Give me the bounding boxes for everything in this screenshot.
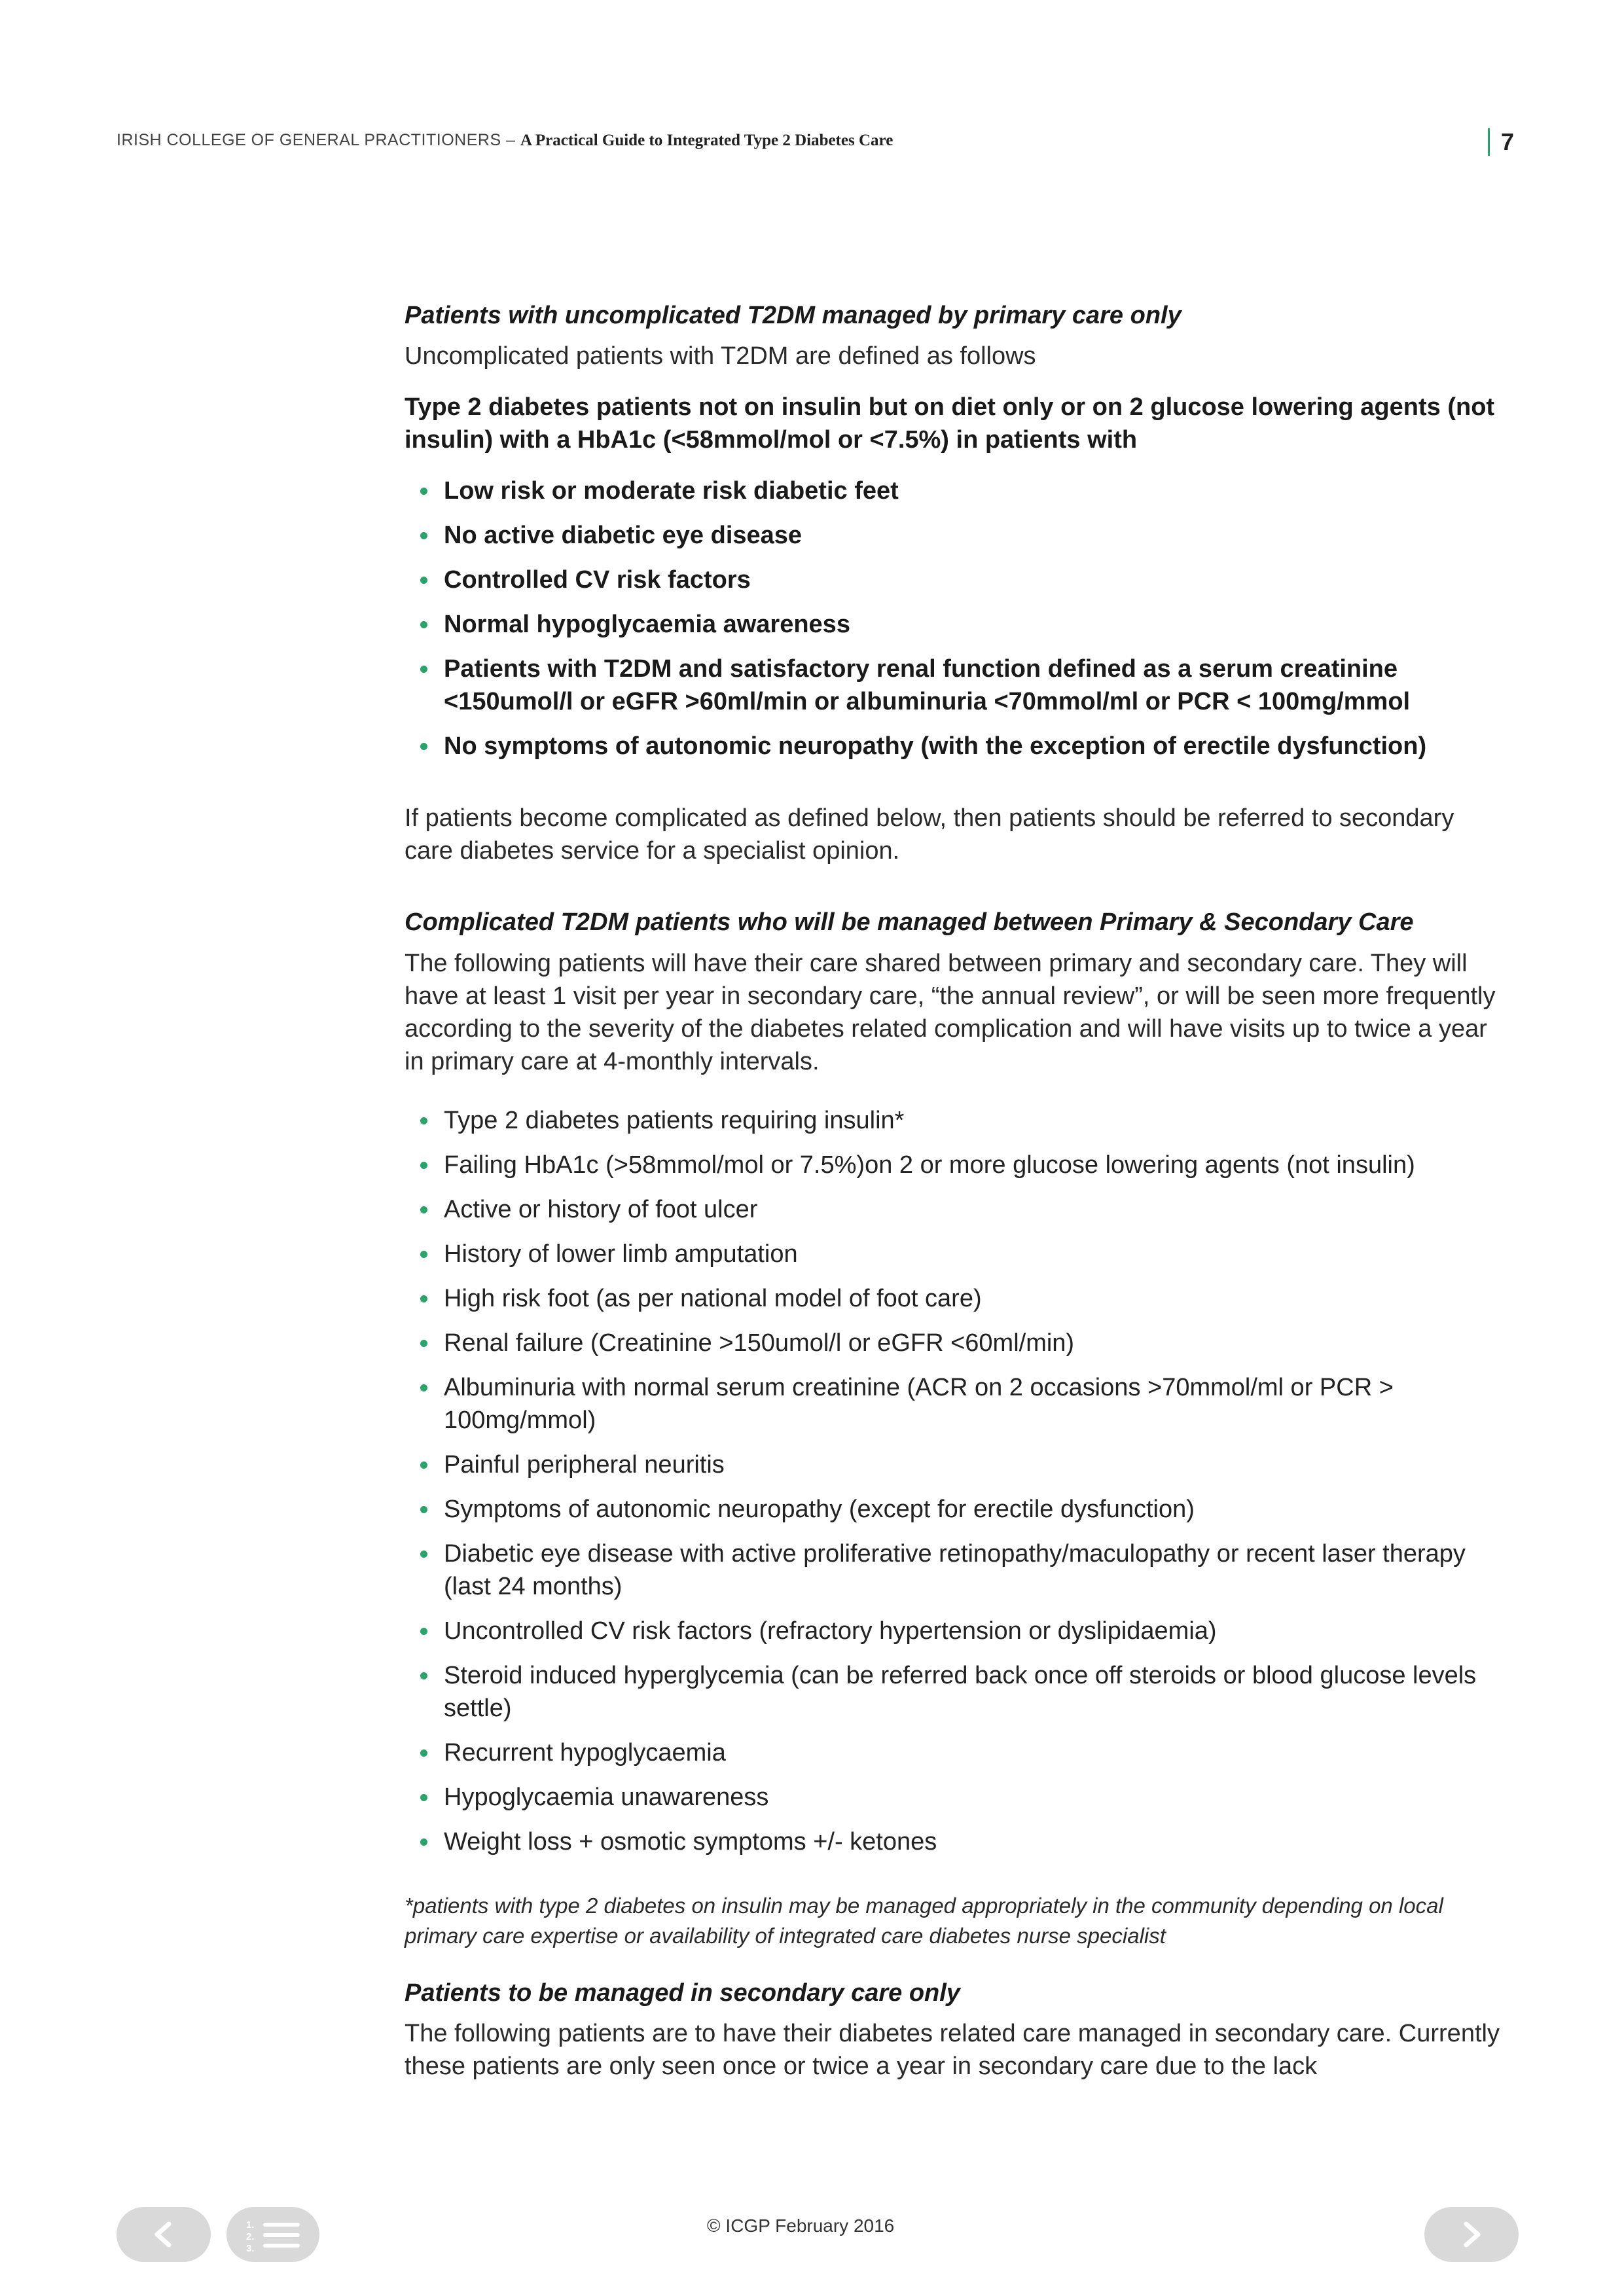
bullet-icon	[420, 1117, 427, 1124]
list-item-text: Weight loss + osmotic symptoms +/- ketones	[444, 1827, 937, 1856]
list-item-text: Painful peripheral neuritis	[444, 1450, 725, 1479]
bullet-icon	[420, 1628, 427, 1635]
list-item-text: Renal failure (Creatinine >150umol/l or eGFR <60ml/min)	[444, 1329, 1075, 1357]
section-intro: The following patients will have their care shared between primary and secondary care. They will have at least 1 visit per year in secondary care, “the annual review”, or will be seen more frequently according to the severity of the diabetes related complication and will have visits up to twice a year in primary care at 4-monthly intervals.	[405, 949, 1496, 1075]
section-intro: The following patients are to have their diabetes related care managed in secondary care. Currently these patients are only seen once or twice a year in secondary care due to the lack	[405, 2020, 1500, 2081]
next-page-button[interactable]	[1424, 2207, 1519, 2262]
list-item-text: Recurrent hypoglycaemia	[444, 1738, 726, 1767]
list-item	[405, 608, 1504, 641]
list-item-text: Active or history of foot ulcer	[444, 1195, 758, 1223]
list-item	[405, 1825, 1504, 1858]
bullet-icon	[420, 1251, 427, 1258]
list-item-text: Patients with T2DM and satisfactory renal function defined as a serum creatinine <150umol/l or eGFR >60ml/min or albuminuria <70mmol/ml or PCR < 100mg/mmol	[444, 655, 1411, 716]
bullet-icon	[420, 1839, 427, 1846]
chevron-left-icon	[117, 2207, 211, 2262]
list-item-text: Low risk or moderate risk diabetic feet	[444, 477, 899, 505]
list-item	[405, 1149, 1504, 1181]
bullet-icon	[420, 1206, 427, 1213]
list-item	[405, 1327, 1504, 1359]
list-item	[405, 1193, 1504, 1226]
list-item-text: Normal hypoglycaemia awareness	[444, 611, 850, 639]
complicated-criteria-list	[405, 1104, 1504, 1858]
uncomplicated-criteria-list	[405, 475, 1504, 762]
referral-paragraph: If patients become complicated as defined below, then patients should be referred to secondary care diabetes service for a specialist opinion.	[405, 804, 1454, 865]
menu-number-3: 3.	[246, 2243, 255, 2254]
list-item	[405, 653, 1504, 718]
bullet-icon	[420, 1462, 427, 1469]
list-item	[405, 1493, 1504, 1526]
bullet-icon	[420, 1295, 427, 1302]
list-item	[405, 1282, 1504, 1315]
list-item	[405, 564, 1504, 596]
bullet-icon	[420, 743, 427, 750]
list-item-text: Symptoms of autonomic neuropathy (except for erectile dysfunction)	[444, 1495, 1195, 1523]
list-item-text: Controlled CV risk factors	[444, 566, 751, 594]
criteria-paragraph: Type 2 diabetes patients not on insulin but on diet only or on 2 glucose lowering agents (not insulin) with a HbA1c (<58mmol/mol or <7.5%) in patients with	[405, 393, 1495, 454]
list-item-text: Steroid induced hyperglycemia (can be referred back once off steroids or blood glucose levels settle)	[444, 1661, 1477, 1722]
list-item-text: Type 2 diabetes patients requiring insulin*	[444, 1106, 905, 1134]
bullet-icon	[420, 1749, 427, 1757]
contents-menu-button[interactable]	[226, 2207, 319, 2262]
menu-number-1: 1.	[246, 2219, 255, 2231]
list-item-text: Albuminuria with normal serum creatinine (ACR on 2 occasions >70mmol/ml or PCR > 100mg/mmol)	[444, 1373, 1394, 1434]
list-item-text: Diabetic eye disease with active proliferative retinopathy/maculopathy or recent laser therapy (last 24 months)	[444, 1539, 1466, 1600]
menu-number-2: 2.	[246, 2231, 255, 2242]
numbered-list-icon	[226, 2207, 319, 2262]
bullet-icon	[420, 1162, 427, 1169]
bullet-icon	[420, 621, 427, 628]
header-document-title: A Practical Guide to Integrated Type 2 Diabetes Care	[520, 132, 893, 149]
section-intro: Uncomplicated patients with T2DM are defined as follows	[405, 342, 1036, 370]
list-item-text: Hypoglycaemia unawareness	[444, 1783, 769, 1811]
section-heading-secondary-care: Patients to be managed in secondary care only	[405, 1979, 960, 2007]
list-item	[405, 1781, 1504, 1814]
list-item-text: Failing HbA1c (>58mmol/mol or 7.5%)on 2 or more glucose lowering agents (not insulin)	[444, 1151, 1415, 1179]
header-divider	[1488, 128, 1490, 156]
previous-page-button[interactable]	[117, 2207, 211, 2262]
list-item-text: No symptoms of autonomic neuropathy (with the exception of erectile dysfunction)	[444, 732, 1427, 761]
page-number: 7	[1501, 128, 1515, 155]
copyright-notice: © ICGP February 2016	[707, 2215, 895, 2236]
bullet-icon	[420, 532, 427, 539]
list-item	[405, 1537, 1504, 1603]
footnote: *patients with type 2 diabetes on insulin may be managed appropriately in the community depending on local primary care expertise or availability of integrated care diabetes nurse specialist	[405, 1893, 1443, 1948]
section-heading-shared-care: Complicated T2DM patients who will be managed between Primary & Secondary Care	[405, 908, 1414, 937]
header-text	[117, 131, 893, 150]
page-header	[117, 128, 1524, 157]
bullet-icon	[420, 1506, 427, 1513]
bullet-icon	[420, 488, 427, 495]
bullet-icon	[420, 577, 427, 584]
bullet-icon	[420, 1794, 427, 1801]
list-item	[405, 1104, 1504, 1137]
list-item	[405, 730, 1504, 762]
header-org: IRISH COLLEGE OF GENERAL PRACTITIONERS –	[117, 131, 520, 149]
list-item	[405, 1659, 1504, 1725]
bullet-icon	[420, 666, 427, 673]
list-item	[405, 1371, 1504, 1437]
bullet-icon	[420, 1384, 427, 1391]
bullet-icon	[420, 1551, 427, 1558]
list-item-text: History of lower limb amputation	[444, 1240, 798, 1268]
list-item	[405, 1448, 1504, 1481]
list-item	[405, 1615, 1504, 1647]
list-item	[405, 1736, 1504, 1769]
list-item-text: Uncontrolled CV risk factors (refractory hypertension or dyslipidaemia)	[444, 1617, 1217, 1645]
list-item-text: High risk foot (as per national model of foot care)	[444, 1284, 982, 1312]
page-content	[405, 300, 1504, 2101]
list-item	[405, 519, 1504, 552]
section-heading-primary-care: Patients with uncomplicated T2DM managed by primary care only	[405, 302, 1182, 329]
list-item	[405, 1238, 1504, 1270]
list-item-text: No active diabetic eye disease	[444, 522, 803, 550]
list-item	[405, 475, 1504, 507]
bullet-icon	[420, 1340, 427, 1347]
chevron-right-icon	[1424, 2207, 1519, 2262]
bullet-icon	[420, 1672, 427, 1679]
